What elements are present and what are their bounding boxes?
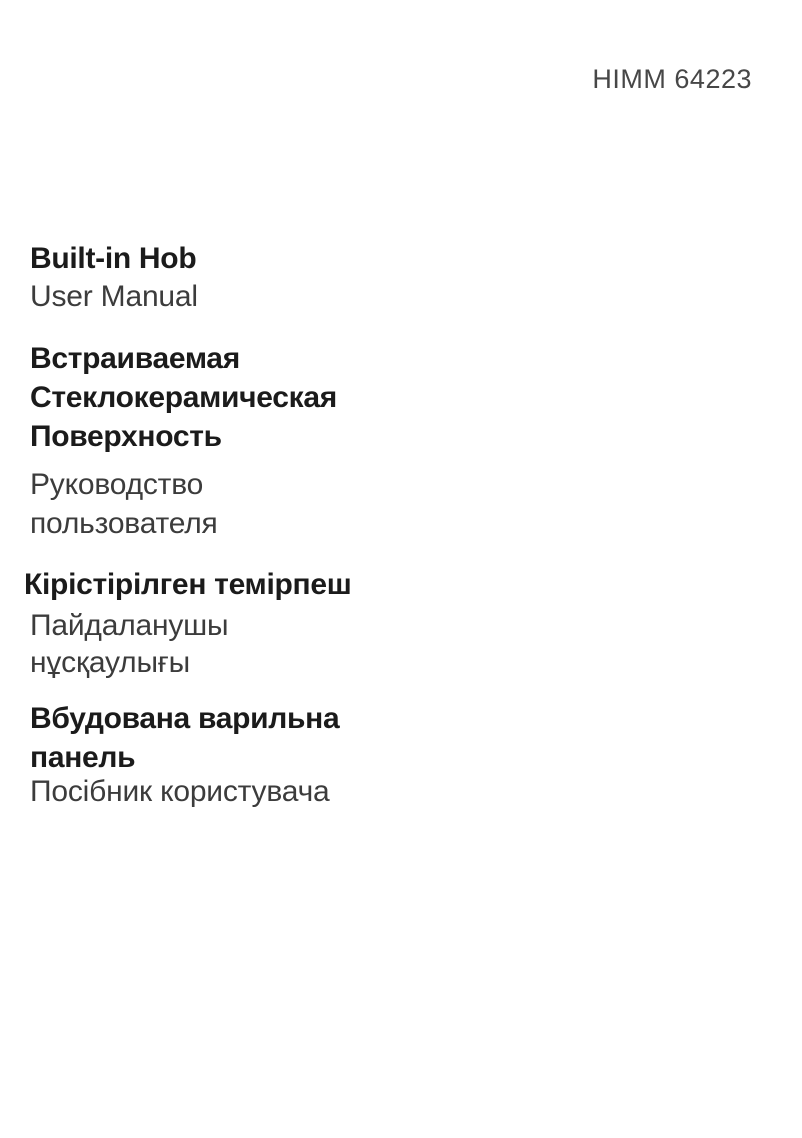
subtitle-kazakh-line2: нұсқаулығы [30, 646, 190, 679]
subtitle-russian-line1: Руководство [30, 468, 204, 501]
title-russian-line3: Поверхность [30, 420, 222, 453]
subtitle-kazakh [30, 607, 228, 681]
title-russian-line1: Встраиваемая [30, 342, 240, 375]
title-ukrainian-line1: Вбудована варильна [30, 702, 340, 735]
subtitle-ukrainian-line: Посібник користувача [30, 775, 330, 808]
title-kazakh-line: Кірістірілген темірпеш [24, 568, 352, 601]
subtitle-russian [30, 465, 218, 543]
title-english [30, 239, 196, 278]
title-russian [30, 339, 337, 456]
model-number: HIMM 64223 [592, 64, 752, 94]
subtitle-kazakh-line1: Пайдаланушы [30, 609, 229, 642]
title-russian-line2: Стеклокерамическая [30, 381, 337, 414]
subtitle-ukrainian [30, 772, 330, 811]
title-english-line: Built-in Hob [30, 242, 197, 275]
subtitle-english [30, 277, 198, 316]
title-kazakh [24, 565, 351, 604]
title-ukrainian-line2: панель [30, 741, 136, 774]
subtitle-russian-line2: пользователя [30, 507, 218, 540]
subtitle-english-line: User Manual [30, 280, 198, 313]
title-ukrainian [30, 699, 339, 777]
